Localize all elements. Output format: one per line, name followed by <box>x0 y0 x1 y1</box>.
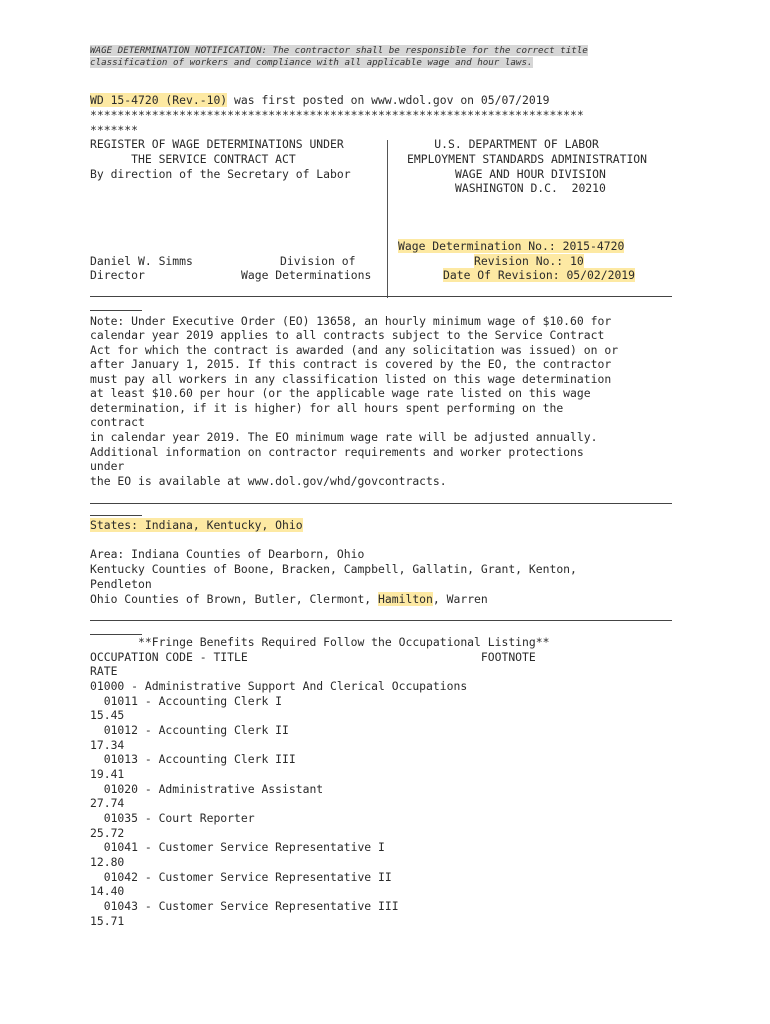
notice-line-1: WAGE DETERMINATION NOTIFICATION: The contractor shall be responsible for the correct title <box>90 45 588 56</box>
note-line: determination, if it is higher) for all hours spent performing on the <box>90 401 564 415</box>
notice-line-2: classification of workers and compliance with all applicable wage and hour laws. <box>90 57 533 68</box>
occupation-rate: 12.80 <box>90 855 125 869</box>
header-divider <box>387 140 388 298</box>
hamilton-highlight: Hamilton <box>378 592 433 606</box>
note-line: Act for which the contract is awarded (and any solicitation was issued) on or <box>90 343 619 357</box>
occupation-title: 01043 - Customer Service Representative III <box>90 899 399 913</box>
note-line: in calendar year 2019. The EO minimum wage rate will be adjusted annually. <box>90 430 598 444</box>
ohio-counties-tail: , Warren <box>432 592 488 606</box>
wd-number-value: Wage Determination No.: 2015-4720 <box>398 239 625 253</box>
revision-number-value: Revision No.: 10 <box>474 254 584 268</box>
divider-3 <box>90 620 672 621</box>
occupation-title: 01020 - Administrative Assistant <box>90 782 324 796</box>
occupation-title: 01035 - Court Reporter <box>90 811 255 825</box>
area-line-1: Area: Indiana Counties of Dearborn, Ohio <box>90 547 365 561</box>
department-name: U.S. DEPARTMENT OF LABOR <box>400 137 599 151</box>
wd-number: WD 15-4720 (Rev.-10) <box>90 93 228 107</box>
occupation-title: 01011 - Accounting Clerk I <box>90 694 283 708</box>
note-line: must pay all workers in any classification listed on this wage determination <box>90 372 612 386</box>
note-line: Note: Under Executive Order (EO) 13658, an hourly minimum wage of $10.60 for <box>90 314 612 328</box>
posting-line <box>90 93 549 108</box>
revision-date-value: Date Of Revision: 05/02/2019 <box>443 268 636 282</box>
note-line: calendar year 2019 applies to all contracts subject to the Service Contract <box>90 328 605 342</box>
divider-1 <box>90 296 672 297</box>
area-line-2: Kentucky Counties of Boone, Bracken, Campbell, Gallatin, Grant, Kenton, <box>90 562 577 576</box>
note-line: after January 1, 2015. If this contract is covered by the EO, the contractor <box>90 357 612 371</box>
occupation-rate: 17.34 <box>90 738 125 752</box>
director-name: Daniel W. Simms <box>90 254 193 268</box>
occupation-rate: 19.41 <box>90 767 125 781</box>
column-header: OCCUPATION CODE - TITLE FOOTNOTE <box>90 650 536 664</box>
note-line: the EO is available at www.dol.gov/whd/govcontracts. <box>90 474 447 488</box>
occupation-title: 01041 - Customer Service Representative I <box>90 840 385 854</box>
wd-number-field <box>398 239 624 254</box>
occupation-rate: 15.71 <box>90 914 125 928</box>
administration-name: EMPLOYMENT STANDARDS ADMINISTRATION <box>407 152 648 166</box>
note-line: at least $10.60 per hour (or the applicable wage rate listed on this wage <box>90 386 591 400</box>
act-title: THE SERVICE CONTRACT ACT <box>90 152 296 166</box>
star-rule-2: ******* <box>90 123 139 137</box>
note-line: Additional information on contractor requirements and worker protections <box>90 445 584 459</box>
occupation-title: 01013 - Accounting Clerk III <box>90 752 296 766</box>
division-of-label: Division of <box>280 254 356 268</box>
wage-determinations-label: Wage Determinations <box>241 268 372 282</box>
area-line-3: Pendleton <box>90 577 152 591</box>
note-line: under <box>90 459 125 473</box>
note-line: contract <box>90 415 145 429</box>
occupation-title: 01012 - Accounting Clerk II <box>90 723 289 737</box>
states-line <box>90 518 303 533</box>
division-name: WAGE AND HOUR DIVISION <box>407 167 606 181</box>
occupation-rate: 27.74 <box>90 796 125 810</box>
star-rule-1: ************************************************************************ <box>90 108 584 122</box>
states-value: States: Indiana, Kentucky, Ohio <box>90 518 303 532</box>
divider-1-short <box>90 310 142 311</box>
occupation-rate: 25.72 <box>90 826 125 840</box>
occupation-group: 01000 - Administrative Support And Clerical Occupations <box>90 679 468 693</box>
revision-date-field <box>443 268 635 283</box>
address: WASHINGTON D.C. 20210 <box>407 181 606 195</box>
secretary-line: By direction of the Secretary of Labor <box>90 167 351 181</box>
occupation-rate: 14.40 <box>90 884 125 898</box>
divider-2-short <box>90 515 142 516</box>
director-title: Director <box>90 268 145 282</box>
ohio-counties-text: Ohio Counties of Brown, Butler, Clermont, <box>90 592 379 606</box>
divider-2 <box>90 503 672 504</box>
rate-header: RATE <box>90 664 118 678</box>
notification-banner <box>90 45 588 69</box>
occupation-title: 01042 - Customer Service Representative II <box>90 870 392 884</box>
posting-text: was first posted on www.wdol.gov on 05/07/2019 <box>227 93 550 107</box>
register-title: REGISTER OF WAGE DETERMINATIONS UNDER <box>90 137 344 151</box>
revision-number-field <box>474 254 584 269</box>
occupation-rate: 15.45 <box>90 708 125 722</box>
area-line-4 <box>90 592 488 607</box>
fringe-benefits-note: **Fringe Benefits Required Follow the Occupational Listing** <box>90 635 550 649</box>
